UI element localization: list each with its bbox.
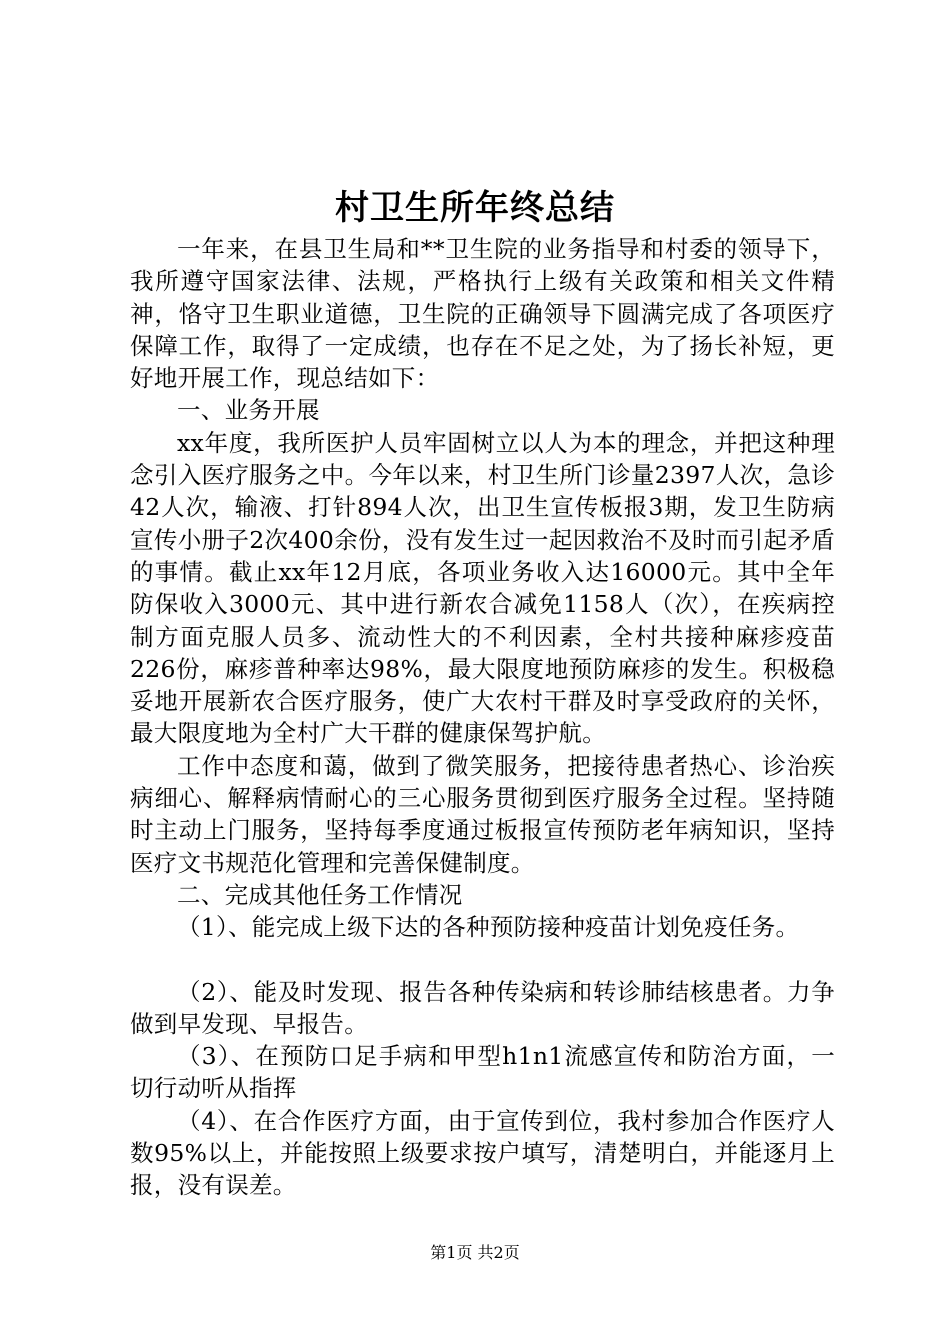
page-footer: 第1页 共2页	[430, 1243, 520, 1262]
task-item-4: （4）、在合作医疗方面，由于宣传到位，我村参加合作医疗人数95%以上，并能按照上级要求按户填写，清楚明白，并能逐月上报，没有误差。	[130, 1106, 835, 1200]
task-item-3: （3）、在预防口足手病和甲型h1n1流感宣传和防治方面，一切行动听从指挥	[130, 1042, 835, 1103]
section-heading-business: 一、业务开展	[177, 396, 320, 425]
document-body	[130, 233, 835, 1202]
service-attitude-paragraph: 工作中态度和蔼，做到了微笑服务，把接待患者热心、诊治疾病细心、解释病情耐心的三心服务贯彻到医疗服务全过程。坚持随时主动上门服务，坚持每季度通过板报宣传预防老年病知识，坚持医疗文书规范化管理和完善保健制度。	[130, 751, 835, 877]
section-heading-other-tasks: 二、完成其他任务工作情况	[177, 880, 463, 909]
business-paragraph: xx年度，我所医护人员牢固树立以人为本的理念，并把这种理念引入医疗服务之中。今年以来，村卫生所门诊量2397人次，急诊42人次，输液、打针894人次，出卫生宣传板报3期，发卫生防病宣传小册子2次400余份，没有发生过一起因救治不及时而引起矛盾的事情。截止xx年12月底，各项业务收入达16000元。其中全年防保收入3000元、其中进行新农合减免1158人（次），在疾病控制方面克服人员多、流动性大的不利因素，全村共接种麻疹疫苗226份，麻疹普种率达98%，最大限度地预防麻疹的发生。积极稳妥地开展新农合医疗服务，使广大农村干群及时享受政府的关怀，最大限度地为全村广大干群的健康保驾护航。	[130, 428, 835, 748]
intro-paragraph: 一年来，在县卫生局和**卫生院的业务指导和村委的领导下，我所遵守国家法律、法规，严格执行上级有关政策和相关文件精神，恪守卫生职业道德，卫生院的正确领导下圆满完成了各项医疗保障工作，取得了一定成绩，也存在不足之处，为了扬长补短，更好地开展工作，现总结如下：	[130, 235, 835, 393]
task-item-1: （1）、能完成上级下达的各种预防接种疫苗计划免疫任务。	[177, 913, 800, 942]
page-title: 村卫生所年终总结	[335, 188, 615, 228]
task-item-2: （2）、能及时发现、报告各种传染病和转诊肺结核患者。力争做到早发现、早报告。	[130, 977, 835, 1038]
